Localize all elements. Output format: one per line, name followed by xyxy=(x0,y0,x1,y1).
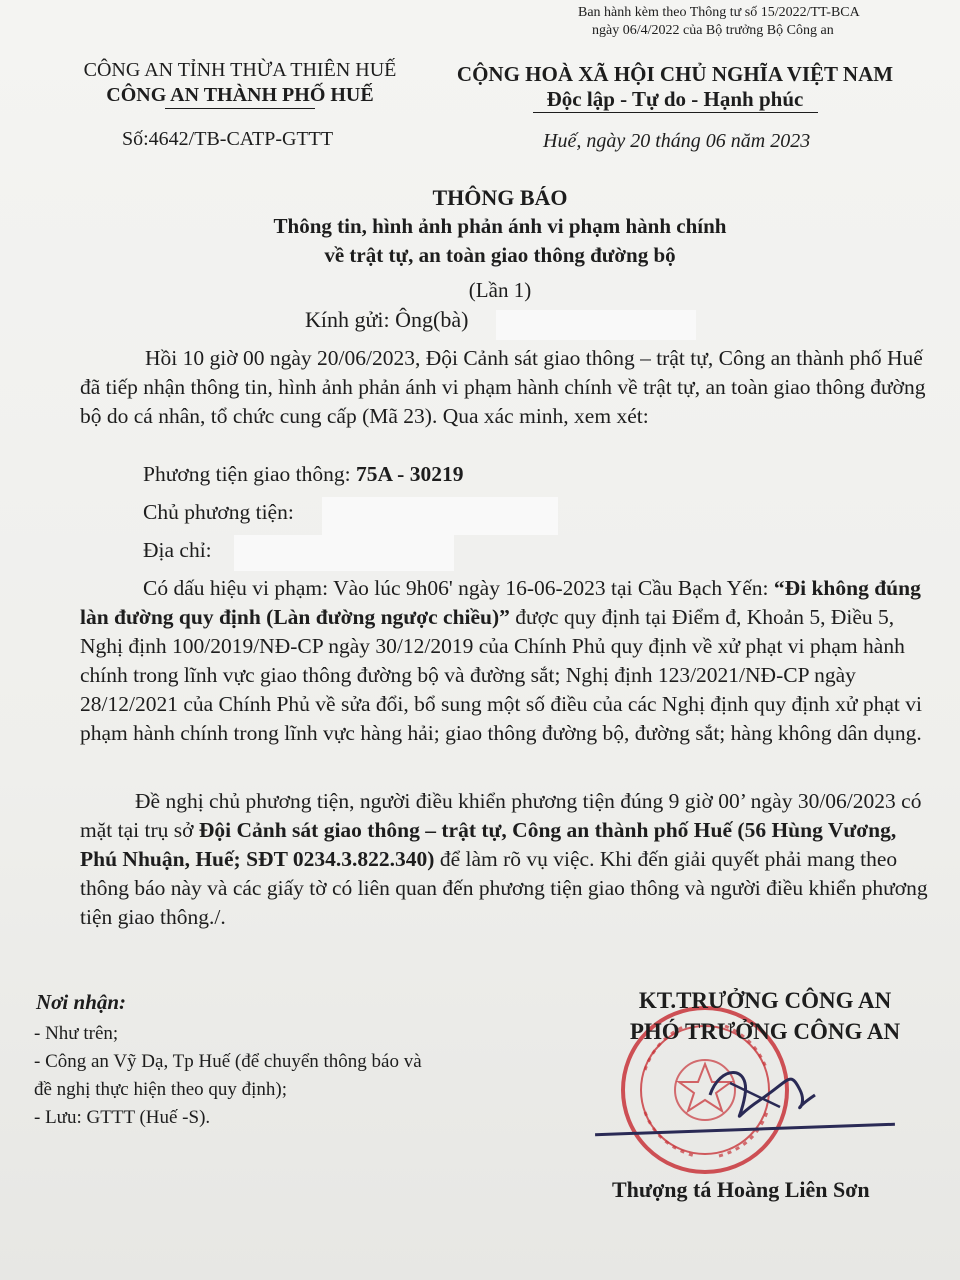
nation-name: CỘNG HOÀ XÃ HỘI CHỦ NGHĨA VIỆT NAM xyxy=(456,62,894,86)
signing-title-1: KT.TRƯỞNG CÔNG AN xyxy=(638,988,892,1013)
notice-attempt: (Lần 1) xyxy=(468,278,532,302)
receivers-list xyxy=(34,1020,422,1132)
ref-note-line-2: ngày 06/4/2022 của Bộ trưởng Bộ Công an xyxy=(592,23,834,38)
owner-label: Chủ phương tiện: xyxy=(143,500,294,524)
signing-title-2: PHÓ TRƯỞNG CÔNG AN xyxy=(629,1019,901,1044)
signer-name: Thượng tá Hoàng Liên Sơn xyxy=(612,1177,870,1202)
request-instructions: để làm rõ vụ việc. Khi đến giải quyết phải mang theo thông báo này và các giấy tờ có liên quan đến phương tiện giao thông và người điều khiển phương tiện giao thông./. xyxy=(80,847,928,929)
national-header xyxy=(440,62,910,113)
owner-field xyxy=(143,500,294,525)
redacted-address xyxy=(234,535,454,571)
document-subtitle-1: Thông tin, hình ảnh phản ánh vi phạm hành chính xyxy=(273,214,727,238)
vehicle-field xyxy=(143,462,463,487)
issuing-agency-header xyxy=(60,58,420,109)
request-intro: Đề nghị chủ phương tiện, người điều khiển phương tiện đúng 9 giờ 00’ ngày 30/06/2023 có mặt tại trụ sở xyxy=(80,789,922,842)
receiver-item: - Lưu: GTTT (Huế -S). xyxy=(34,1107,211,1128)
agency-underline xyxy=(165,108,315,109)
paragraph-violation xyxy=(80,574,930,748)
paragraph-intro: Hồi 10 giờ 00 ngày 20/06/2023, Đội Cảnh sát giao thông – trật tự, Công an thành phố Huế đã tiếp nhận thông tin, hình ảnh phản ánh vi phạm hành chính về trật tự, an toàn giao thông đường bộ do cá nhân, tổ chức cung cấp (Mã 23). Qua xác minh, xem xét: xyxy=(80,346,926,428)
document-subtitle-2: về trật tự, an toàn giao thông đường bộ xyxy=(324,243,676,267)
document-number: Số:4642/TB-CATP-GTTT xyxy=(122,128,334,150)
handwritten-signature xyxy=(690,1055,830,1125)
vehicle-plate: 75A - 30219 xyxy=(355,462,464,486)
violation-intro: Có dấu hiệu vi phạm: Vào lúc 9h06' ngày 16-06-2023 tại Cầu Bạch Yến: xyxy=(143,576,774,600)
national-motto: Độc lập - Tự do - Hạnh phúc xyxy=(546,87,804,111)
violation-legal-basis: được quy định tại Điểm đ, Khoản 5, Điều 5, Nghị định 100/2019/NĐ-CP ngày 30/12/2019 của Chính Phủ quy định về xử phạt vi phạm hành chính trong lĩnh vực giao thông đường bộ và đường sắt; Nghị định 123/2021/NĐ-CP ngày 28/12/2021 của Chính Phủ về sửa đổi, bổ sung một số điều của các Nghị định quy định xử phạt vi phạm hành chính trong lĩnh vực hàng hải; giao thông đường bộ, đường sắt; hàng không dân dụng. xyxy=(80,605,923,745)
agency-city: CÔNG AN THÀNH PHỐ HUẾ xyxy=(106,84,374,106)
receiver-item: đề nghị thực hiện theo quy định); xyxy=(34,1079,288,1100)
violation-description: “Đi không đúng làn đường quy định (Làn đường ngược chiều)” xyxy=(80,576,921,629)
paragraph-request xyxy=(80,787,930,932)
place-and-date: Huế, ngày 20 tháng 06 năm 2023 xyxy=(543,130,811,152)
address-label: Địa chỉ: xyxy=(143,538,212,562)
recipient-label: Kính gửi: Ông(bà) xyxy=(305,307,469,332)
agency-province: CÔNG AN TỈNH THỪA THIÊN HUẾ xyxy=(83,59,397,81)
receiver-item: - Công an Vỹ Dạ, Tp Huế (để chuyển thông báo và xyxy=(34,1051,422,1072)
motto-underline xyxy=(533,112,818,113)
signing-authority xyxy=(570,985,960,1047)
ref-note-line-1: Ban hành kèm theo Thông tư số 15/2022/TT-BCA xyxy=(578,5,860,20)
receiver-item: - Như trên; xyxy=(34,1023,119,1044)
vehicle-label: Phương tiện giao thông: xyxy=(143,462,356,486)
document-title: THÔNG BÁO xyxy=(432,185,568,210)
request-location: Đội Cảnh sát giao thông – trật tự, Công an thành phố Huế (56 Hùng Vương, Phú Nhuận, Huế; SĐT 0234.3.822.340) xyxy=(80,818,897,871)
address-field xyxy=(143,538,212,563)
regulation-reference-note xyxy=(578,4,860,40)
receivers-title: Nơi nhận: xyxy=(36,990,127,1014)
redacted-owner-name xyxy=(322,497,558,535)
redacted-recipient-name xyxy=(496,310,696,340)
